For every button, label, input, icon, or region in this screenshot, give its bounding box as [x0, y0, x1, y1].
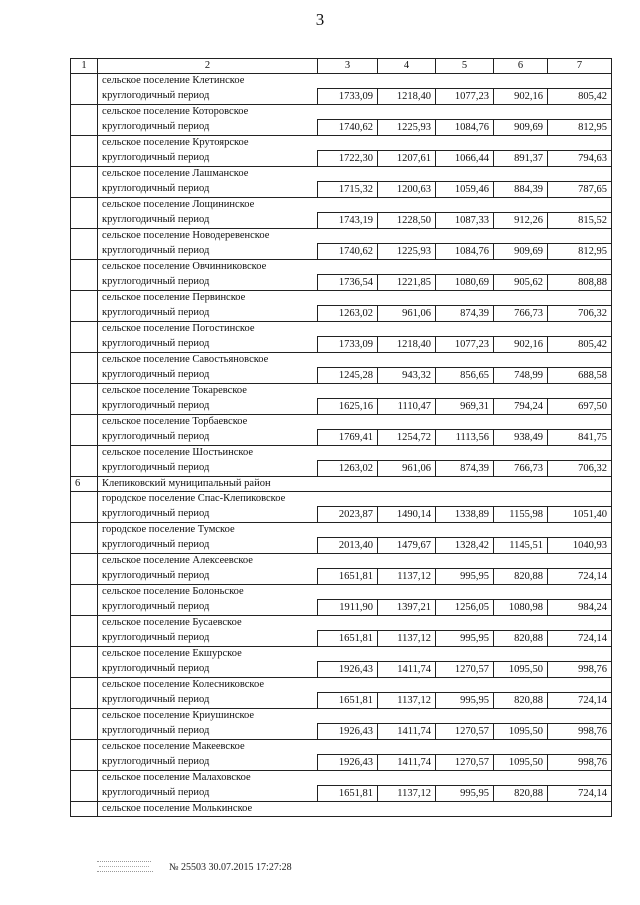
row-index-cell: [71, 678, 98, 709]
value-cell: 912,26: [494, 213, 548, 229]
settlement-name-cell: сельское поселение Бусаевское: [98, 616, 612, 631]
row-index-cell: [71, 415, 98, 446]
settlement-name-cell: сельское поселение Клетинское: [98, 74, 612, 89]
value-cell: 938,49: [494, 430, 548, 446]
registration-stamp-icon: [95, 855, 157, 877]
period-label-cell: круглогодичный период: [98, 368, 318, 384]
settlement-name-row: [71, 446, 612, 461]
settlement-name-cell: сельское поселение Торбаевское: [98, 415, 612, 430]
value-cell: 841,75: [548, 430, 612, 446]
value-cell: 1080,69: [436, 275, 494, 291]
value-cell: 1722,30: [318, 151, 378, 167]
period-label-cell: круглогодичный период: [98, 89, 318, 105]
value-cell: 1651,81: [318, 631, 378, 647]
value-cell: 1651,81: [318, 693, 378, 709]
value-cell: 812,95: [548, 244, 612, 260]
value-cell: 856,65: [436, 368, 494, 384]
value-cell: 1040,93: [548, 538, 612, 554]
value-cell: 1926,43: [318, 755, 378, 771]
value-cell: 1926,43: [318, 662, 378, 678]
settlement-name-row: [71, 771, 612, 786]
value-cell: 1270,57: [436, 724, 494, 740]
header-cell: 5: [436, 59, 494, 74]
value-cell: 1137,12: [378, 693, 436, 709]
row-index-cell: [71, 771, 98, 802]
header-cell: 1: [71, 59, 98, 74]
header-cell: 3: [318, 59, 378, 74]
value-cell: 1080,98: [494, 600, 548, 616]
value-cell: 697,50: [548, 399, 612, 415]
value-cell: 724,14: [548, 693, 612, 709]
settlement-name-cell: городское поселение Спас-Клепиковское: [98, 492, 612, 507]
value-cell: 688,58: [548, 368, 612, 384]
header-cell: 4: [378, 59, 436, 74]
table-row: [71, 368, 612, 384]
value-cell: 1715,32: [318, 182, 378, 198]
settlement-name-cell: сельское поселение Малаховское: [98, 771, 612, 786]
table-row: [71, 337, 612, 353]
period-label-cell: круглогодичный период: [98, 244, 318, 260]
period-label-cell: круглогодичный период: [98, 120, 318, 136]
row-index-cell: [71, 229, 98, 260]
value-cell: 1059,46: [436, 182, 494, 198]
value-cell: 1651,81: [318, 569, 378, 585]
value-cell: 1411,74: [378, 662, 436, 678]
table-row: [71, 724, 612, 740]
settlement-name-cell: сельское поселение Савостьяновское: [98, 353, 612, 368]
value-cell: 808,88: [548, 275, 612, 291]
value-cell: 1145,51: [494, 538, 548, 554]
value-cell: 1207,61: [378, 151, 436, 167]
row-index-cell: [71, 446, 98, 477]
period-label-cell: круглогодичный период: [98, 507, 318, 523]
row-index-cell: [71, 647, 98, 678]
row-index-cell: [71, 353, 98, 384]
value-cell: 902,16: [494, 89, 548, 105]
period-label-cell: круглогодичный период: [98, 430, 318, 446]
value-cell: 1270,57: [436, 662, 494, 678]
row-index-cell: [71, 74, 98, 105]
value-cell: 961,06: [378, 306, 436, 322]
row-index-cell: [71, 492, 98, 523]
value-cell: 1328,42: [436, 538, 494, 554]
table-row: [71, 89, 612, 105]
row-index-cell: [71, 585, 98, 616]
value-cell: 748,99: [494, 368, 548, 384]
settlement-name-cell: сельское поселение Алексеевское: [98, 554, 612, 569]
document-registration-number: № 25503 30.07.2015 17:27:28: [169, 862, 292, 873]
row-index-cell: [71, 260, 98, 291]
settlement-name-cell: сельское поселение Екшурское: [98, 647, 612, 662]
settlement-name-cell: сельское поселение Лощининское: [98, 198, 612, 213]
value-cell: 1155,98: [494, 507, 548, 523]
value-cell: 995,95: [436, 693, 494, 709]
period-label-cell: круглогодичный период: [98, 275, 318, 291]
row-index-cell: [71, 709, 98, 740]
value-cell: 1270,57: [436, 755, 494, 771]
settlement-name-row: [71, 353, 612, 368]
settlement-name-cell: сельское поселение Крутоярское: [98, 136, 612, 151]
value-cell: 909,69: [494, 120, 548, 136]
header-cell: 6: [494, 59, 548, 74]
settlement-name-cell: сельское поселение Шостьинское: [98, 446, 612, 461]
period-label-cell: круглогодичный период: [98, 399, 318, 415]
table-row: [71, 693, 612, 709]
value-cell: 1740,62: [318, 244, 378, 260]
value-cell: 1066,44: [436, 151, 494, 167]
district-row: [71, 477, 612, 492]
value-cell: 812,95: [548, 120, 612, 136]
value-cell: 995,95: [436, 631, 494, 647]
value-cell: 1113,56: [436, 430, 494, 446]
settlement-name-row: [71, 322, 612, 337]
period-label-cell: круглогодичный период: [98, 306, 318, 322]
row-index-cell: [71, 384, 98, 415]
settlement-name-row: [71, 678, 612, 693]
value-cell: 884,39: [494, 182, 548, 198]
value-cell: 891,37: [494, 151, 548, 167]
table-row: [71, 182, 612, 198]
table-row: [71, 600, 612, 616]
value-cell: 1084,76: [436, 120, 494, 136]
value-cell: 961,06: [378, 461, 436, 477]
period-label-cell: круглогодичный период: [98, 662, 318, 678]
table-row: [71, 151, 612, 167]
value-cell: 1411,74: [378, 755, 436, 771]
row-index-cell: [71, 740, 98, 771]
value-cell: 969,31: [436, 399, 494, 415]
settlement-name-row: [71, 136, 612, 151]
value-cell: 2023,87: [318, 507, 378, 523]
settlement-name-cell: сельское поселение Которовское: [98, 105, 612, 120]
table-row: [71, 213, 612, 229]
value-cell: 902,16: [494, 337, 548, 353]
value-cell: 1137,12: [378, 631, 436, 647]
page-number: 3: [315, 10, 325, 29]
settlement-name-row: [71, 291, 612, 306]
header-row: [71, 59, 612, 74]
value-cell: 998,76: [548, 662, 612, 678]
district-name-cell: Клепиковский муниципальный район: [98, 477, 612, 492]
value-cell: 905,62: [494, 275, 548, 291]
table-row: [71, 306, 612, 322]
settlement-name-row: [71, 523, 612, 538]
settlement-name-cell: сельское поселение Овчинниковское: [98, 260, 612, 275]
value-cell: 998,76: [548, 724, 612, 740]
value-cell: 1740,62: [318, 120, 378, 136]
value-cell: 1218,40: [378, 89, 436, 105]
settlement-name-row: [71, 647, 612, 662]
settlement-name-row: [71, 740, 612, 755]
value-cell: 1095,50: [494, 662, 548, 678]
value-cell: 1256,05: [436, 600, 494, 616]
value-cell: 1225,93: [378, 120, 436, 136]
value-cell: 1338,89: [436, 507, 494, 523]
value-cell: 766,73: [494, 461, 548, 477]
value-cell: 1095,50: [494, 724, 548, 740]
value-cell: 1263,02: [318, 461, 378, 477]
table-row: [71, 430, 612, 446]
settlement-name-row: [71, 554, 612, 569]
value-cell: 1397,21: [378, 600, 436, 616]
settlement-name-row: [71, 229, 612, 244]
settlement-name-row: [71, 74, 612, 89]
table-row: [71, 786, 612, 802]
value-cell: 794,24: [494, 399, 548, 415]
table-row: [71, 461, 612, 477]
row-index-cell: [71, 322, 98, 353]
header-cell: 7: [548, 59, 612, 74]
value-cell: 724,14: [548, 569, 612, 585]
value-cell: 995,95: [436, 569, 494, 585]
value-cell: 943,32: [378, 368, 436, 384]
settlement-name-row: [71, 198, 612, 213]
table-row: [71, 569, 612, 585]
value-cell: 706,32: [548, 461, 612, 477]
settlement-name-row: [71, 105, 612, 120]
table-row: [71, 631, 612, 647]
value-cell: 1077,23: [436, 337, 494, 353]
value-cell: 1095,50: [494, 755, 548, 771]
value-cell: 874,39: [436, 461, 494, 477]
value-cell: 1218,40: [378, 337, 436, 353]
settlement-name-row: [71, 802, 612, 817]
value-cell: 2013,40: [318, 538, 378, 554]
table-row: [71, 507, 612, 523]
value-cell: 724,14: [548, 786, 612, 802]
value-cell: 794,63: [548, 151, 612, 167]
value-cell: 1225,93: [378, 244, 436, 260]
period-label-cell: круглогодичный период: [98, 600, 318, 616]
settlement-name-row: [71, 260, 612, 275]
value-cell: 1087,33: [436, 213, 494, 229]
value-cell: 1254,72: [378, 430, 436, 446]
value-cell: 787,65: [548, 182, 612, 198]
period-label-cell: круглогодичный период: [98, 631, 318, 647]
period-label-cell: круглогодичный период: [98, 337, 318, 353]
row-index-cell: [71, 616, 98, 647]
table-row: [71, 755, 612, 771]
value-cell: 766,73: [494, 306, 548, 322]
value-cell: 909,69: [494, 244, 548, 260]
row-index-cell: 6: [71, 477, 98, 492]
value-cell: 1479,67: [378, 538, 436, 554]
value-cell: 1926,43: [318, 724, 378, 740]
settlement-name-cell: городское поселение Тумское: [98, 523, 612, 538]
value-cell: 1137,12: [378, 569, 436, 585]
period-label-cell: круглогодичный период: [98, 461, 318, 477]
settlement-name-cell: сельское поселение Первинское: [98, 291, 612, 306]
table-row: [71, 538, 612, 554]
document-footer: [95, 855, 292, 877]
value-cell: 1911,90: [318, 600, 378, 616]
value-cell: 820,88: [494, 569, 548, 585]
settlement-name-cell: сельское поселение Колесниковское: [98, 678, 612, 693]
table-body: [71, 59, 612, 817]
row-index-cell: [71, 198, 98, 229]
value-cell: 984,24: [548, 600, 612, 616]
value-cell: 820,88: [494, 786, 548, 802]
value-cell: 1077,23: [436, 89, 494, 105]
value-cell: 1733,09: [318, 337, 378, 353]
value-cell: 1490,14: [378, 507, 436, 523]
value-cell: 1200,63: [378, 182, 436, 198]
value-cell: 1625,16: [318, 399, 378, 415]
settlement-name-row: [71, 415, 612, 430]
settlement-name-row: [71, 492, 612, 507]
value-cell: 1110,47: [378, 399, 436, 415]
period-label-cell: круглогодичный период: [98, 693, 318, 709]
value-cell: 998,76: [548, 755, 612, 771]
settlement-name-row: [71, 585, 612, 600]
settlement-name-cell: сельское поселение Макеевское: [98, 740, 612, 755]
value-cell: 995,95: [436, 786, 494, 802]
table-row: [71, 399, 612, 415]
value-cell: 820,88: [494, 693, 548, 709]
period-label-cell: круглогодичный период: [98, 569, 318, 585]
value-cell: 1084,76: [436, 244, 494, 260]
row-index-cell: [71, 523, 98, 554]
table-row: [71, 275, 612, 291]
value-cell: 724,14: [548, 631, 612, 647]
value-cell: 1736,54: [318, 275, 378, 291]
settlement-name-cell: сельское поселение Новодеревенское: [98, 229, 612, 244]
row-index-cell: [71, 802, 98, 817]
value-cell: 706,32: [548, 306, 612, 322]
value-cell: 1651,81: [318, 786, 378, 802]
value-cell: 1769,41: [318, 430, 378, 446]
settlement-name-row: [71, 709, 612, 724]
period-label-cell: круглогодичный период: [98, 182, 318, 198]
value-cell: 1221,85: [378, 275, 436, 291]
settlement-name-cell: сельское поселение Болоньское: [98, 585, 612, 600]
row-index-cell: [71, 136, 98, 167]
settlement-name-cell: сельское поселение Лашманское: [98, 167, 612, 182]
table-row: [71, 120, 612, 136]
row-index-cell: [71, 105, 98, 136]
row-index-cell: [71, 291, 98, 322]
period-label-cell: круглогодичный период: [98, 786, 318, 802]
table-row: [71, 662, 612, 678]
period-label-cell: круглогодичный период: [98, 724, 318, 740]
settlement-name-row: [71, 616, 612, 631]
value-cell: 1051,40: [548, 507, 612, 523]
value-cell: 1411,74: [378, 724, 436, 740]
value-cell: 805,42: [548, 89, 612, 105]
tariff-table: [70, 58, 612, 817]
value-cell: 1228,50: [378, 213, 436, 229]
value-cell: 1743,19: [318, 213, 378, 229]
period-label-cell: круглогодичный период: [98, 151, 318, 167]
settlement-name-cell: сельское поселение Молькинское: [98, 802, 612, 817]
period-label-cell: круглогодичный период: [98, 213, 318, 229]
value-cell: 874,39: [436, 306, 494, 322]
value-cell: 1733,09: [318, 89, 378, 105]
value-cell: 820,88: [494, 631, 548, 647]
settlement-name-row: [71, 384, 612, 399]
settlement-name-row: [71, 167, 612, 182]
value-cell: 1263,02: [318, 306, 378, 322]
row-index-cell: [71, 167, 98, 198]
period-label-cell: круглогодичный период: [98, 538, 318, 554]
value-cell: 815,52: [548, 213, 612, 229]
row-index-cell: [71, 554, 98, 585]
header-cell: 2: [98, 59, 318, 74]
value-cell: 1245,28: [318, 368, 378, 384]
settlement-name-cell: сельское поселение Погостинское: [98, 322, 612, 337]
table-row: [71, 244, 612, 260]
period-label-cell: круглогодичный период: [98, 755, 318, 771]
settlement-name-cell: сельское поселение Токаревское: [98, 384, 612, 399]
value-cell: 1137,12: [378, 786, 436, 802]
value-cell: 805,42: [548, 337, 612, 353]
settlement-name-cell: сельское поселение Криушинское: [98, 709, 612, 724]
